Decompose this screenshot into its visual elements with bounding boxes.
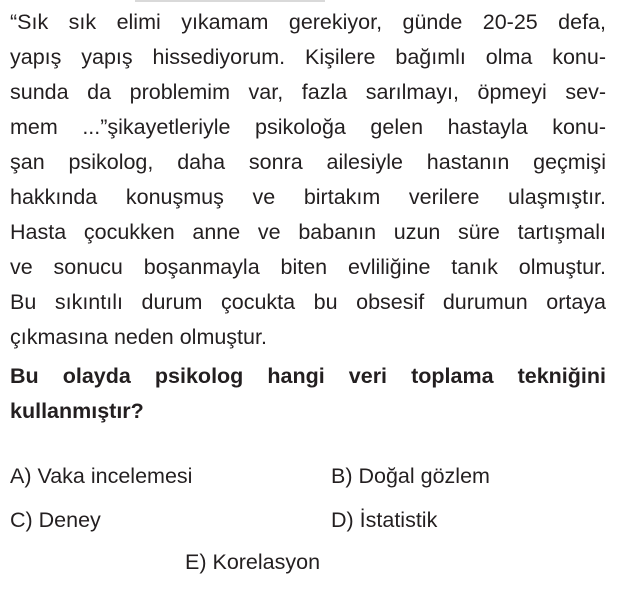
passage-line: Hasta çocukken anne ve babanın uzun süre tartışmalı [10, 220, 606, 244]
question-line: Bu olayda psikolog hangi veri toplama tekniğini [10, 364, 606, 388]
passage-line: hakkında konuşmuş ve birtakım verilere ulaşmıştır. [10, 185, 606, 209]
passage-line: sunda da problemim var, fazla sarılmayı, öpmeyi sev- [10, 80, 606, 104]
passage-line: şan psikolog, daha sonra ailesiyle hastanın geçmişi [10, 150, 606, 174]
option-d[interactable]: D) İstatistik [331, 508, 438, 532]
passage-line: ve sonucu boşanmayla biten evliliğine tanık olmuştur. [10, 255, 606, 279]
passage-line: Bu sıkıntılı durum çocukta bu obsesif durumun ortaya [10, 290, 606, 314]
option-e[interactable]: E) Korelasyon [185, 550, 321, 574]
passage-line: yapış yapış hissediyorum. Kişilere bağımlı olma konu- [10, 45, 606, 69]
passage-line: çıkmasına neden olmuştur. [10, 325, 267, 349]
option-b[interactable]: B) Doğal gözlem [331, 464, 490, 488]
option-c[interactable]: C) Deney [10, 508, 101, 532]
passage-line: “Sık sık elimi yıkamam gerekiyor, günde 20-25 defa, [10, 10, 606, 34]
question-line: kullanmıştır? [10, 399, 144, 423]
option-a[interactable]: A) Vaka incelemesi [10, 464, 193, 488]
top-divider [135, 0, 325, 2]
passage-line: mem ...”şikayetleriyle psikoloğa gelen hastayla konu- [10, 115, 606, 139]
